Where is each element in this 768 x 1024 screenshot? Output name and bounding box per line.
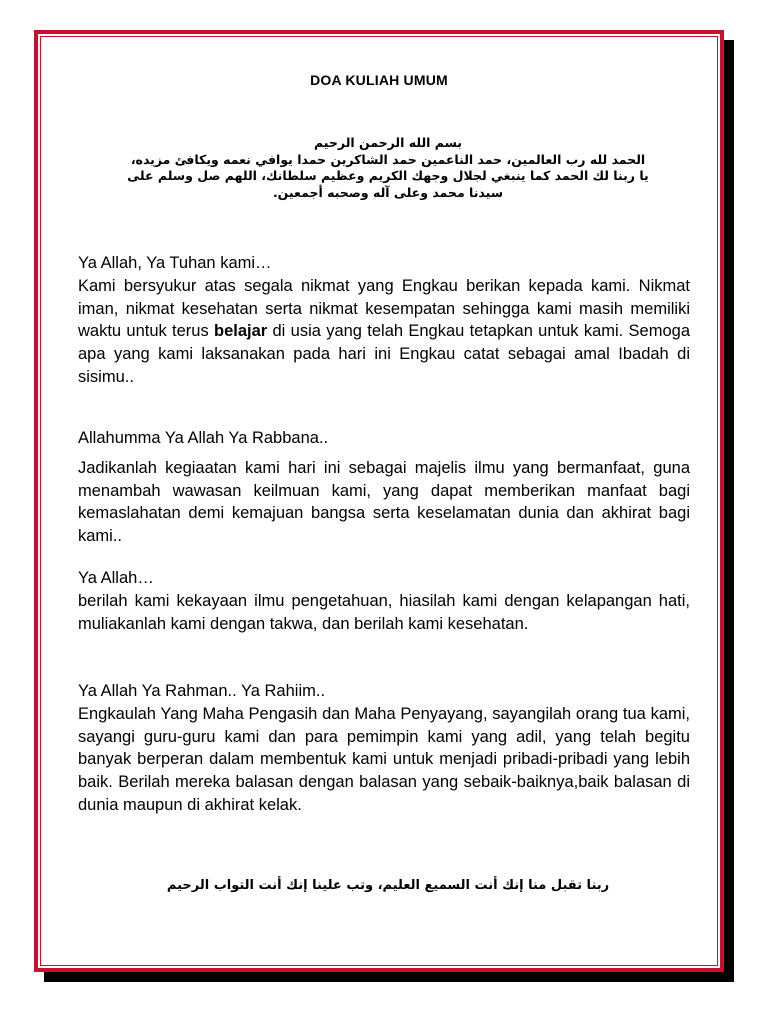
section-2-heading: Allahumma Ya Allah Ya Rabbana.. bbox=[78, 429, 329, 447]
section-3-heading: Ya Allah… bbox=[78, 569, 154, 587]
section-1-text bbox=[78, 275, 690, 389]
section-4 bbox=[78, 680, 690, 817]
document-title: DOA KULIAH UMUM bbox=[310, 72, 448, 88]
section-1-text-after: di usia yang telah Engkau tetapkan untuk kami. Semoga apa yang kami laksanakan pada hari ini Engkau catat sebagai amal Ibadah di sisimu.. bbox=[78, 322, 690, 386]
arabic-opening bbox=[78, 135, 698, 201]
arabic-closing: ربنا تقبل منا إنك أنت السميع العليم، وتب علينا إنك أنت التواب الرحيم bbox=[166, 878, 610, 893]
arabic-basmala: بسم الله الرحمن الرحيم bbox=[314, 135, 462, 150]
section-4-heading: Ya Allah Ya Rahman.. Ya Rahiim.. bbox=[78, 682, 326, 700]
section-3 bbox=[78, 567, 690, 635]
arabic-line-3: سيدنا محمد وعلى آله وصحبه أجمعين. bbox=[272, 184, 504, 200]
section-3-text: berilah kami kekayaan ilmu pengetahuan, hiasilah kami dengan kelapangan hati, muliakanlah kami dengan takwa, dan berilah kami kesehatan. bbox=[78, 591, 690, 633]
section-1 bbox=[78, 252, 690, 389]
bold-word-belajar: belajar bbox=[214, 322, 268, 341]
document-page bbox=[34, 30, 724, 972]
section-1-heading: Ya Allah, Ya Tuhan kami… bbox=[78, 254, 272, 272]
arabic-line-1: الحمد لله رب العالمين، حمد الناعمين حمد الشاكرين حمدا يوافي نعمه ويكافئ مزيده، bbox=[130, 151, 646, 167]
section-2 bbox=[78, 427, 690, 548]
section-2-text: Jadikanlah kegiaatan kami hari ini sebagai majelis ilmu yang bermanfaat, guna menambah wawasan keilmuan kami, yang dapat memberikan manfaat bagi kemaslahatan demi kemajuan bangsa serta keselamatan dunia dan akhirat bagi kami.. bbox=[78, 458, 690, 546]
section-1-text-before: Kami bersyukur atas segala nikmat yang Engkau berikan kepada kami. Nikmat iman, nikmat kesehatan serta nikmat kesempatan sehingga kami masih memiliki waktu untuk terus bbox=[78, 276, 690, 341]
section-4-text: Engkaulah Yang Maha Pengasih dan Maha Penyayang, sayangilah orang tua kami, sayangi guru-guru kami dan para pemimpin kami yang adil, yang telah begitu banyak berperan dalam membentuk kami untuk menjadi pribadi-pribadi yang lebih baik. Berilah mereka balasan dengan balasan yang sebaik-baiknya,baik balasan di dunia maupun di akhirat kelak. bbox=[78, 704, 690, 814]
arabic-line-2: يا ربنا لك الحمد كما ينبغي لجلال وجهك الكريم وعظيم سلطانك، اللهم صل وسلم على bbox=[127, 168, 649, 183]
